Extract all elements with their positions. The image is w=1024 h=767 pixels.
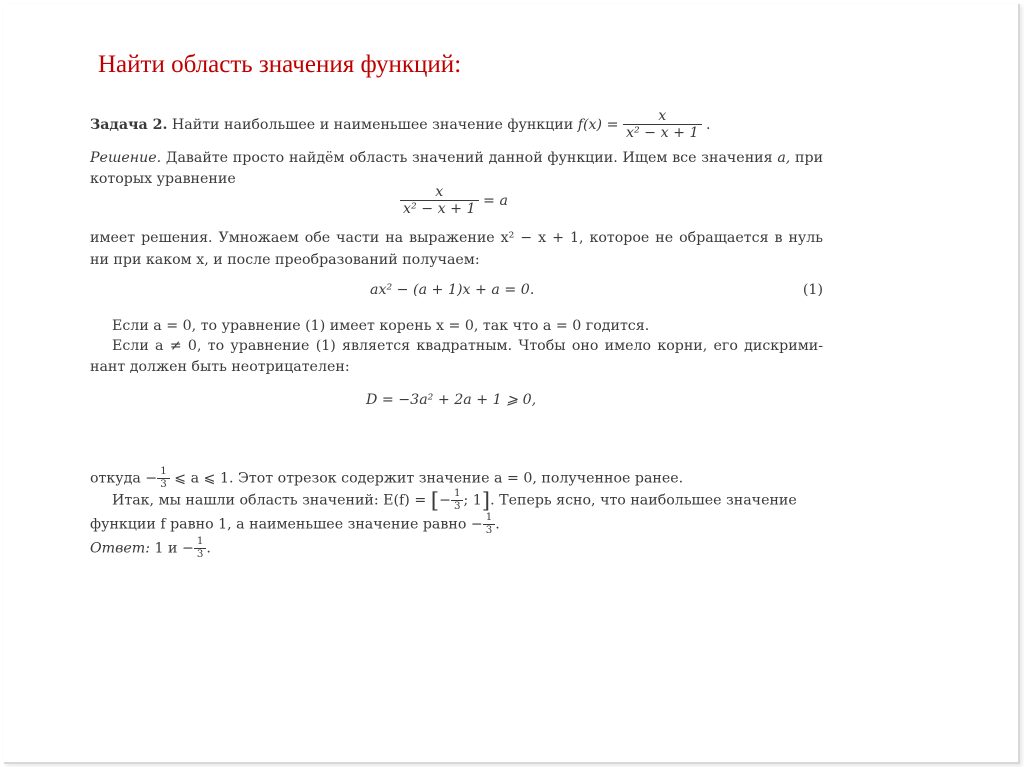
equation-fraction-denominator: x² − x + 1 [403,201,476,218]
equation-discriminant: D = −3a² + 2a + 1 ⩾ 0, [366,392,537,408]
line9-fraction-numerator: 1 [451,488,464,501]
line9-fraction [451,488,464,513]
equation-fraction [400,184,479,218]
answer-label: Ответ: [90,540,150,557]
solution-line-9 [112,488,797,513]
solution-line1-end: при [795,150,824,166]
equation-number-1: (1) [802,282,823,298]
slide-title: Найти область значения функций: [98,51,462,78]
solution-line-10 [90,512,500,537]
solution-line-5: Если a = 0, то уравнение (1) имеет корень x = 0, так что a = 0 годится. [112,318,650,334]
equation-fraction-rhs: = a [483,192,508,209]
solution-line-4: ни при каком x, и после преобразований получаем: [90,252,480,268]
answer-line [90,536,211,561]
answer-fraction-denominator: 3 [196,548,204,560]
answer-start: 1 и − [154,540,194,557]
task-line [90,108,711,142]
solution-line1-text: Давайте просто найдём область значений данной функции. Ищем все значения [165,150,773,166]
solution-line1-var: a, [777,150,791,166]
equation-fraction-a [400,184,508,218]
line10-start: функции f равно 1, а наименьшее значение равно − [90,516,483,533]
solution-line-2: которых уравнение [90,171,236,187]
task-label: Задача 2. [90,116,168,133]
slide [4,4,1020,764]
solution-line-6: Если a ≠ 0, то уравнение (1) является квадратным. Чтобы оно имело корни, его дискрими- [112,338,823,354]
task-text: Найти наибольшее и наименьшее значение функции [171,116,574,133]
task-end: . [706,116,711,133]
line8-rest: ⩽ a ⩽ 1. Этот отрезок содержит значение a = 0, полученное ранее. [174,470,684,487]
answer-fraction-numerator: 1 [194,536,207,549]
line10-end: . [495,516,500,533]
line8-start: откуда − [90,470,158,487]
task-fraction-denominator: x² − x + 1 [625,125,699,142]
line9-fraction-denominator: 3 [453,500,461,512]
line9-rest: . Теперь ясно, что наибольшее значение [490,492,797,509]
answer-fraction [194,536,207,561]
solution-line-1 [90,148,823,169]
interval-rest: ; 1 [463,492,482,509]
line10-fraction-denominator: 3 [485,524,493,536]
answer-end: . [206,540,211,557]
equation-quadratic: ax² − (a + 1)x + a = 0. [370,282,535,298]
task-fraction-numerator: x [623,108,702,125]
line8-fraction [157,466,170,491]
solution-line-8 [90,466,683,491]
interval-close-bracket: ] [481,488,491,514]
task-function-lhs: f(x) = [577,116,619,133]
solution-line-7: нант должен быть неотрицателен: [90,359,350,375]
solution-line-3: имеет решения. Умножаем обе части на выражение x² − x + 1, которое не обращается в нуль [90,230,823,246]
task-function-fraction [623,108,702,142]
line8-fraction-denominator: 3 [160,478,167,490]
interval-open-bracket: [ [430,488,440,514]
line9-start: Итак, мы нашли область значений: E(f) = [112,492,427,509]
line10-fraction-numerator: 1 [483,512,496,525]
equation-fraction-numerator: x [400,184,479,201]
interval-minus: − [439,492,451,509]
solution-label: Решение. [90,150,162,166]
line8-fraction-numerator: 1 [157,466,170,479]
line10-fraction [483,512,496,537]
